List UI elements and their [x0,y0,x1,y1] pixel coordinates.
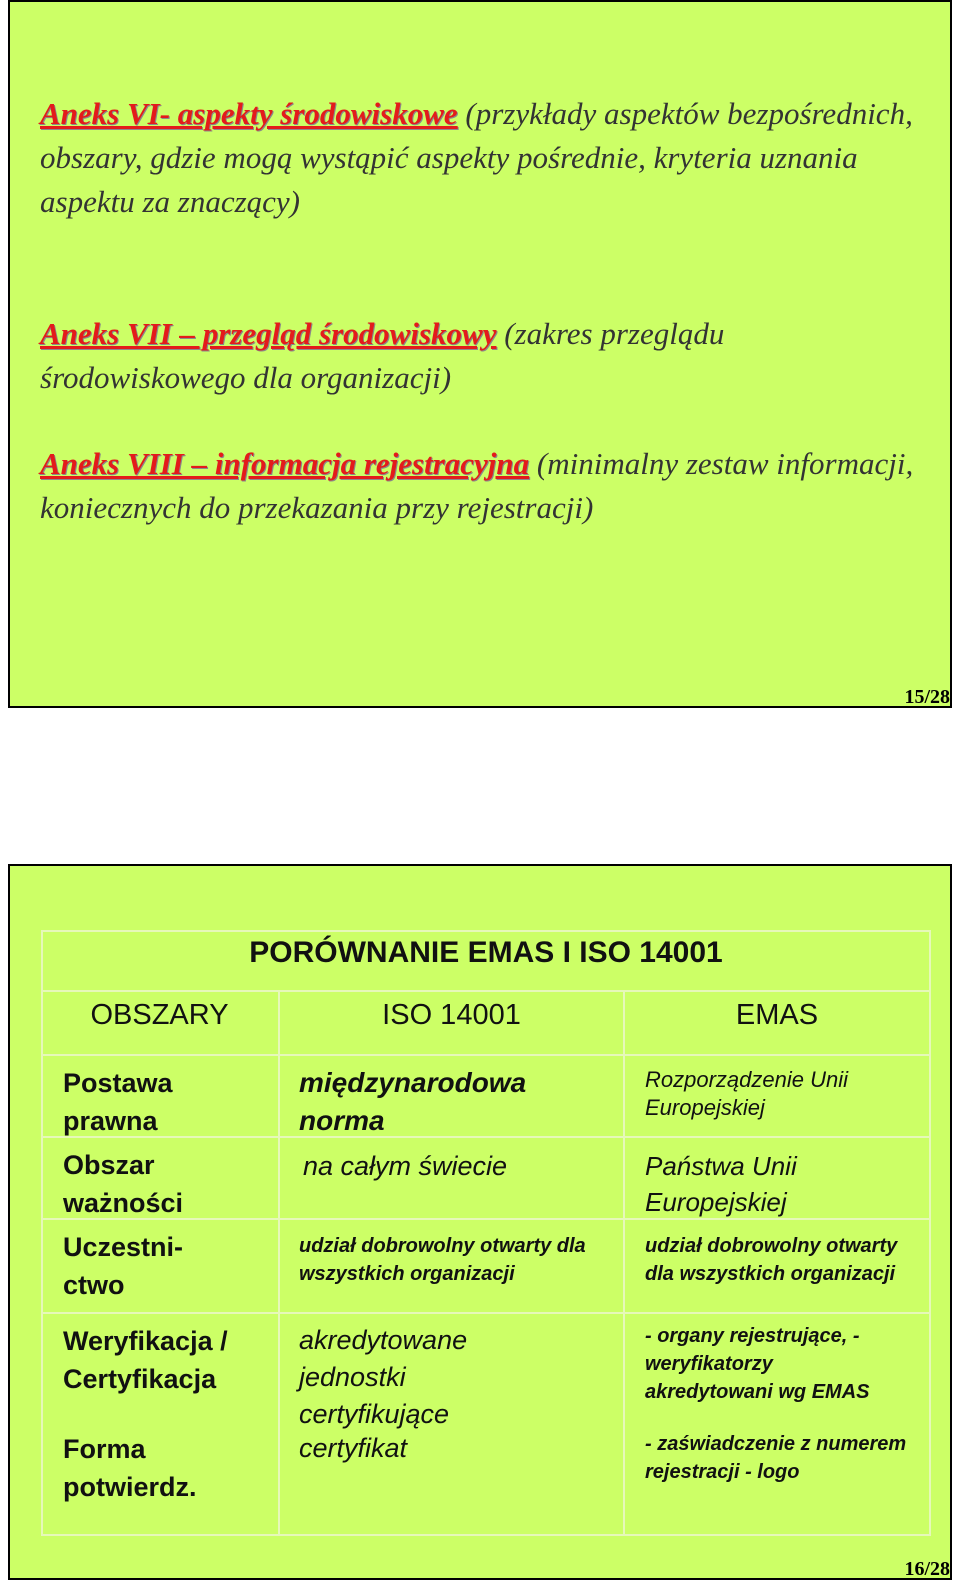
table-border [41,990,931,992]
row-label-weryfikacja: Weryfikacja / Certyfikacja [63,1326,228,1394]
row-label-uczestnictwo: Uczestni-ctwo [63,1232,184,1300]
column-header-emas: EMAS [735,999,819,1031]
page-number-15: 15/28 [904,686,950,708]
emas-uczestnictwo-value: udział dobrowolny otwarty dla wszystkich organizacji [645,1235,898,1285]
page-number-16: 16/28 [904,1558,950,1580]
emas-postawa-value: Rozporządzenie Unii Europejskiej [645,1067,848,1120]
table-border [278,992,280,1536]
aneks-viii-paragraph [40,442,920,530]
aneks-vii-paragraph [40,312,920,400]
slide-15 [8,0,952,708]
aneks-vii-title: Aneks VII – przegląd środowiskowy [40,316,497,351]
table-border [41,1054,931,1056]
emas-weryfikacja-value: - organy rejestrujące, - weryfikatorzy akredytowani wg EMAS [645,1325,870,1403]
slide-16 [8,864,952,1580]
aneks-vi-title: Aneks VI- aspekty środowiskowe [40,96,458,131]
iso-weryfikacja-value: akredytowane jednostki certyfikujące [299,1325,468,1429]
row-label-postawa: Postawa prawna [63,1068,173,1136]
aneks-vii-description: (zakres przeglądu środowiskowego dla organizacji) [40,316,725,395]
table-border [41,930,931,932]
column-header-obszary: OBSZARY [90,999,229,1031]
aneks-vi-paragraph [40,92,920,224]
aneks-viii-description: (minimalny zestaw informacji, koniecznych do przekazania przy rejestracji) [40,446,914,525]
emas-obszar-value: Państwa Unii Europejskiej [645,1151,797,1217]
table-border [929,930,931,1536]
aneks-viii-title: Aneks VIII – informacja rejestracyjna [40,446,530,481]
iso-uczestnictwo-value: udział dobrowolny otwarty dla wszystkich organizacji [299,1235,586,1285]
row-label-obszar: Obszar ważności [63,1150,184,1218]
comparison-table [41,930,931,1536]
table-border [41,1534,931,1536]
iso-obszar-value: na całym świecie [303,1151,508,1181]
iso-postawa-value: międzynarodowa norma [299,1067,527,1136]
table-title: PORÓWNANIE EMAS I ISO 14001 [249,936,723,969]
column-header-iso: ISO 14001 [382,999,521,1031]
row-label-forma: Forma potwierdz. [63,1434,197,1502]
iso-forma-value: certyfikat [299,1433,408,1463]
aneks-vi-description: (przykłady aspektów bezpośrednich, obszary, gdzie mogą wystąpić aspekty pośrednie, kryteria uznania aspektu za znaczący) [40,96,913,219]
emas-forma-value: - zaświadczenie z numerem rejestracji - logo [645,1433,907,1483]
table-border [623,992,625,1536]
table-border [41,1312,931,1314]
